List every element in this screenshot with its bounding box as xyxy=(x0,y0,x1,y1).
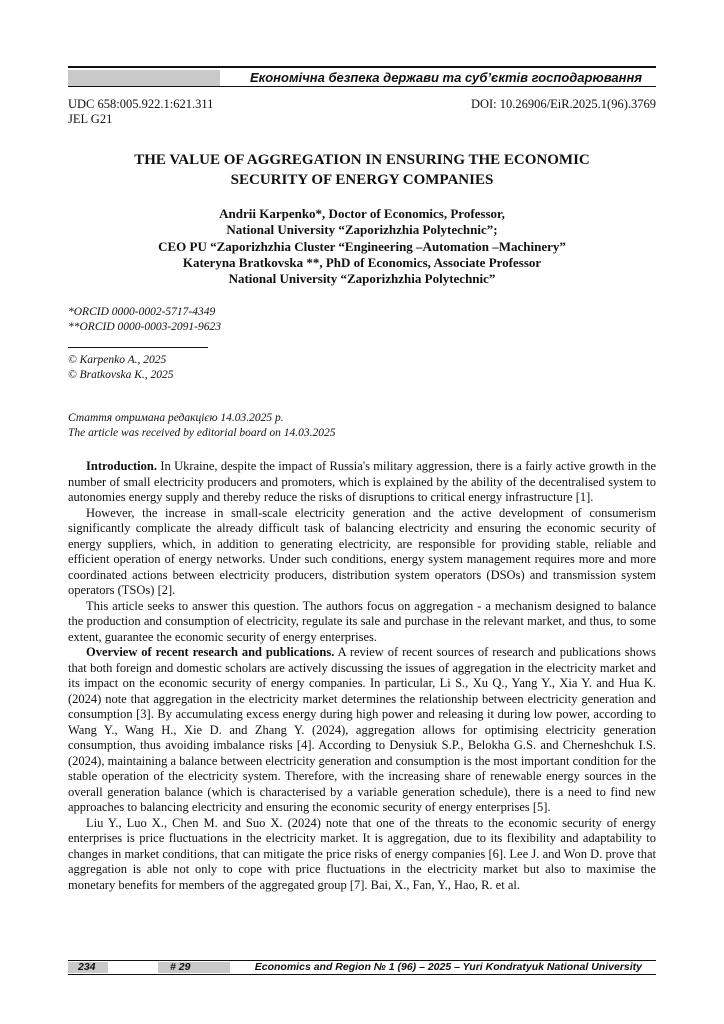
copyright-block xyxy=(68,353,174,383)
page-number: 234 xyxy=(78,961,96,973)
separator-rule xyxy=(68,347,208,348)
journal-title: Економічна безпека держави та суб’єктів господарювання xyxy=(249,70,642,85)
header-grey-block xyxy=(68,70,220,86)
copyright-line: © Bratkovska K., 2025 xyxy=(68,369,174,381)
article-title-line: THE VALUE OF AGGREGATION IN ENSURING THE ECONOMIC xyxy=(134,152,590,168)
paragraph: Liu Y., Luo X., Chen M. and Suo X. (2024) note that one of the threats to the economic security of energy enterprises is price fluctuations in the electricity market. It is aggregation, due to its flexibility and adaptability to changes in market conditions, that can mitigate the price risks of energy companies [6]. Lee J. and Won D. prove that aggregation is able not only to cope with price fluctuations in the electricity market but also to maximise the monetary benefits for members of the aggregated group [7]. Bai, X., Fan, Y., Hao, R. et al. xyxy=(68,815,656,892)
author-line: National University “Zaporizhzhia Polytechnic”; xyxy=(226,222,498,238)
footer-bottom-rule xyxy=(68,974,656,975)
received-date-block xyxy=(68,411,335,441)
received-line-eng: The article was received by editorial board on 14.03.2025 xyxy=(68,427,336,439)
author-line: Andrii Karpenko*, Doctor of Economics, Professor, xyxy=(219,206,505,221)
running-footer xyxy=(68,960,656,975)
paragraph-text: A review of recent sources of research and publications shows that both foreign and domestic scholars are actively discussing the issues of aggregation in the electricity market and its impact on the economic security of energy companies. In particular, Li S., Xu Q., Yang Y., Xia Y. and Hua K. (2024) note that aggregation in the electricity market determines the relationship between electricity generation and consumption [3]. By accumulating excess energy during high power and releasing it during low power, according to Wang Y., Wang H., Xie D. and Zhang Y. (2024), aggregation allows for optimising electricity generation consumption, thus avoiding imbalance risks [4]. According to Denysiuk S.P., Belokha G.S. and Cherneshchuk I.S. (2024), maintaining a balance between electricity generation and consumption is the most important condition for the stable operation of the electricity system. Therefore, with the increasing share of renewable energy sources in the overall generation balance (which is characterised by a variable generation schedule), there is a need to find new approaches to balancing electricity and ensuring the economic security of energy enterprises [5]. xyxy=(68,645,657,814)
running-header xyxy=(68,66,656,88)
author-line: Kateryna Bratkovska **, PhD of Economics, Associate Professor xyxy=(182,254,542,270)
header-top-rule xyxy=(68,66,656,68)
paragraph-overview xyxy=(68,645,656,816)
paragraph: However, the increase in small-scale electricity generation and the active development of consumerism significantly complicate the already difficult task of balancing electricity and ensuring the economic security of energy suppliers, which, in addition to generating electricity, are responsible for providing stable, reliable and efficient operation of energy networks. Under such conditions, energy system management requires more and more coordinated actions between electricity producers, distribution system operators (DSOs) and transmission system operators (TSOs) [2]. xyxy=(68,505,656,597)
paragraph: This article seeks to answer this question. The authors focus on aggregation - a mechanism designed to balance the production and consumption of electricity, regulate its sale and purchase in the relevant market, and thus, to some extent, guarantee the economic security of energy enterprises. xyxy=(68,598,656,644)
author-line: National University “Zaporizhzhia Polytechnic” xyxy=(228,271,496,287)
classification-codes xyxy=(68,97,213,127)
paragraph-text: In Ukraine, despite the impact of Russia's military aggression, there is a fairly active growth in the number of small electricity producers and promoters, which is explained by the ability of the decentralised system to autonomies energy supply and thereby reduce the risks of disruptions to critical energy infrastructure [1]. xyxy=(68,459,656,504)
article-title-line: SECURITY OF ENERGY COMPANIES xyxy=(230,172,494,188)
orcid-line[interactable]: *ORCID 0000-0002-5717-4349 xyxy=(68,306,216,318)
author-block xyxy=(68,206,656,287)
copyright-line: © Karpenko A., 2025 xyxy=(68,354,167,366)
footer-grey-block xyxy=(158,962,230,973)
paragraph-introduction xyxy=(68,459,656,506)
journal-info: Economics and Region № 1 (96) – 2025 – Yuri Kondratyuk National University xyxy=(254,961,642,973)
author-line: CEO PU “Zaporizhzhia Cluster “Engineering –Automation –Machinery” xyxy=(158,238,566,254)
section-heading: Introduction. xyxy=(86,459,157,473)
jel-code: JEL G21 xyxy=(68,112,113,126)
issue-number: # 29 xyxy=(170,961,191,973)
orcid-line[interactable]: **ORCID 0000-0003-2091-9623 xyxy=(68,321,221,333)
article-body xyxy=(68,459,656,893)
received-line-ukr: Стаття отримана редакцією 14.03.2025 р. xyxy=(68,412,284,424)
udc-code: UDC 658:005.922.1:621.311 xyxy=(68,97,214,111)
doi[interactable]: DOI: 10.26906/EiR.2025.1(96).3769 xyxy=(470,97,656,111)
header-bottom-rule xyxy=(68,86,656,87)
orcid-block xyxy=(68,305,221,335)
article-title xyxy=(68,150,656,190)
section-heading: Overview of recent research and publications. xyxy=(86,645,335,659)
